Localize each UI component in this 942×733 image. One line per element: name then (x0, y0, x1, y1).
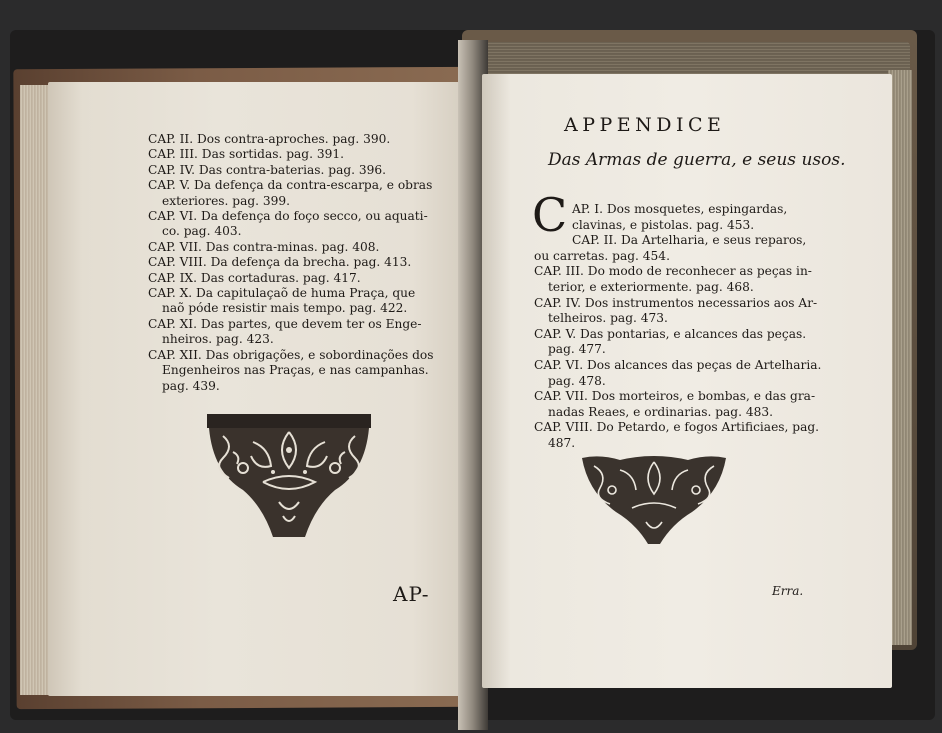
catchword-right: Erra. (772, 584, 804, 598)
toc-line: clavinas, e pistolas. pag. 453. (572, 217, 755, 232)
toc-line: CAP. XII. Das obrigações, e sobordinações dos (148, 347, 434, 362)
appendix-subheading: Das Armas de guerra, e seus usos. (548, 150, 846, 170)
toc-line: CAP. IX. Das cortaduras. pag. 417. (148, 270, 361, 285)
toc-line: CAP. III. Do modo de reconhecer as peças in- (534, 264, 812, 279)
toc-line: nadas Reaes, e ordinarias. pag. 483. (548, 404, 773, 419)
right-page (482, 74, 892, 688)
catchword-left: AP- (393, 582, 430, 606)
toc-line: AP. I. Dos mosquetes, espingardas, (572, 202, 788, 216)
toc-line: CAP. VI. Da defença do foço secco, ou aquati- (148, 209, 428, 224)
toc-line: naõ póde resistir mais tempo. pag. 422. (162, 301, 408, 316)
appendix-heading: APPENDICE (564, 114, 726, 136)
toc-line: exteriores. pag. 399. (162, 193, 291, 208)
toc-line: CAP. II. Dos contra-aproches. pag. 390. (148, 132, 391, 146)
toc-line: CAP. III. Das sortidas. pag. 391. (148, 147, 344, 162)
toc-line: CAP. V. Da defença da contra-escarpa, e obras (148, 178, 433, 193)
toc-line: pag. 477. (548, 342, 606, 357)
toc-line: CAP. VII. Dos morteiros, e bombas, e das gra- (534, 389, 816, 404)
woodcut-ornament-left (203, 412, 375, 542)
toc-line: 487. (548, 435, 576, 450)
toc-line: CAP. VII. Das contra-minas. pag. 408. (148, 239, 380, 254)
left-page (48, 82, 476, 696)
toc-line: Engenheiros nas Praças, e nas campanhas. (162, 363, 429, 378)
toc-line: CAP. X. Da capitulaçaõ de huma Praça, que (148, 286, 416, 301)
woodcut-ornament-right (580, 452, 728, 548)
toc-line: nheiros. pag. 423. (162, 332, 274, 347)
toc-line: telheiros. pag. 473. (548, 311, 668, 326)
toc-line: terior, e exteriormente. pag. 468. (548, 279, 754, 294)
toc-line: CAP. VI. Dos alcances das peças de Artelharia. (534, 357, 822, 372)
toc-line: CAP. VIII. Do Petardo, e fogos Artificiaes, pag. (534, 420, 820, 435)
right-table-of-contents (534, 202, 834, 452)
toc-line: CAP. IV. Dos instrumentos necessarios aos Ar- (534, 295, 818, 310)
toc-line: CAP. V. Das pontarias, e alcances das peças. (534, 326, 807, 341)
toc-line: CAP. IV. Das contra-baterias. pag. 396. (148, 162, 387, 177)
left-page-edges (20, 85, 50, 695)
drop-capital: C (532, 188, 568, 242)
right-top-page-edges (470, 42, 910, 78)
toc-line: ou carretas. pag. 454. (534, 248, 670, 263)
toc-line: pag. 478. (548, 373, 606, 388)
toc-line: CAP. XI. Das partes, que devem ter os Enge- (148, 316, 422, 331)
toc-line: pag. 439. (162, 378, 220, 393)
toc-line: co. pag. 403. (162, 224, 242, 239)
toc-line: CAP. II. Da Artelharia, e seus reparos, (572, 233, 807, 248)
toc-line: CAP. VIII. Da defença da brecha. pag. 413. (148, 255, 412, 270)
left-table-of-contents (148, 132, 448, 394)
